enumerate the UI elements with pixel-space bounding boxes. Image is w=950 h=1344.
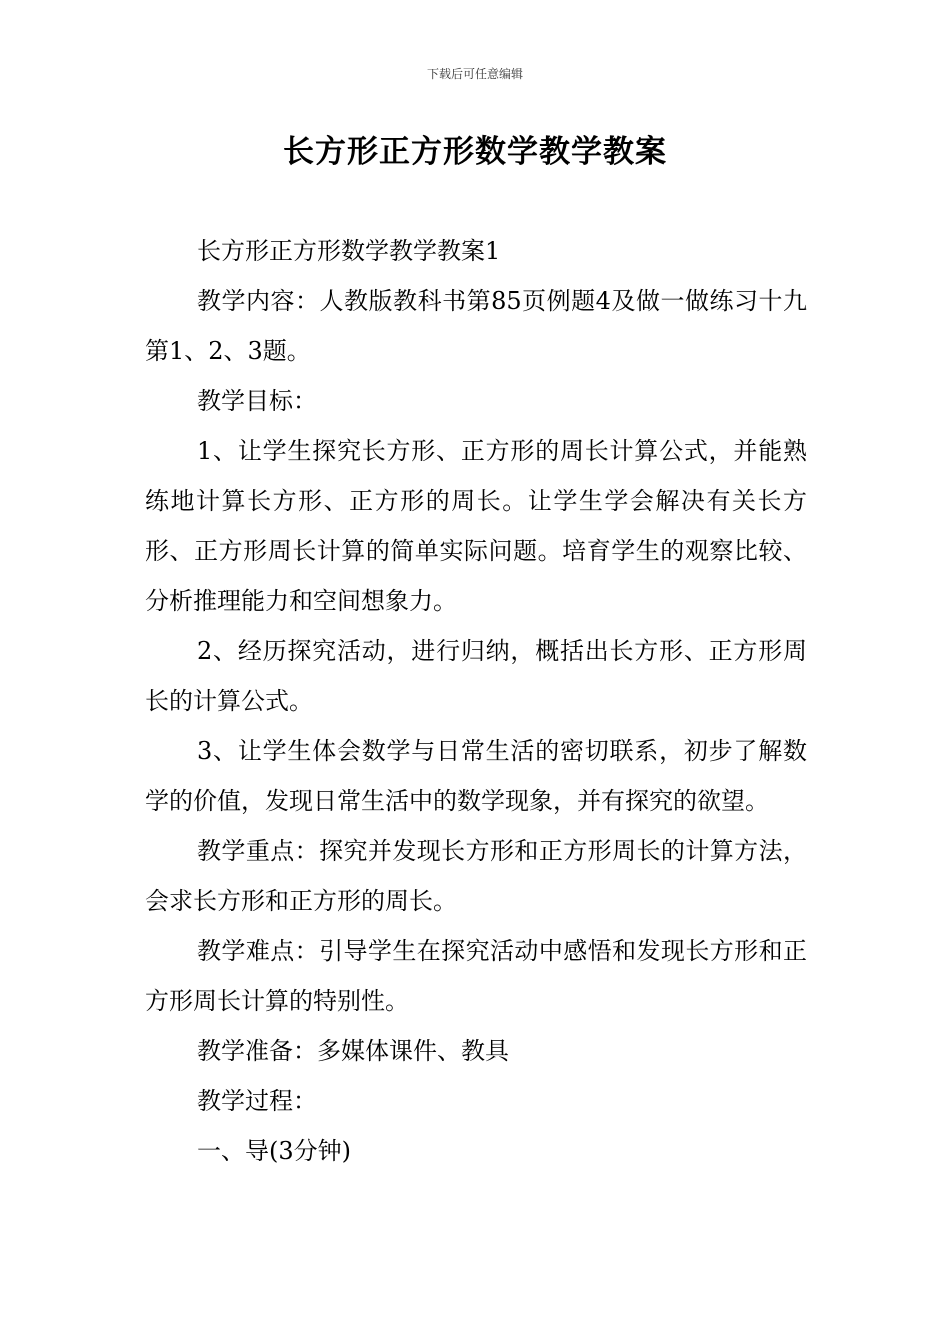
- paragraph-lesson-heading: 长方形正方形数学教学教案1: [197, 237, 501, 265]
- paragraph-teaching-content: 教学内容：人教版教科书第85页例题4及做一做练习十九第1、2、3题。: [145, 287, 807, 365]
- document-body: [145, 226, 807, 1176]
- paragraph-goal-3: 3、让学生体会数学与日常生活的密切联系，初步了解数学的价值，发现日常生活中的数学现象，并有探究的欲望。: [145, 737, 807, 815]
- paragraph-difficulties: 教学难点：引导学生在探究活动中感悟和发现长方形和正方形周长计算的特别性。: [145, 937, 807, 1015]
- paragraph-preparation: 教学准备：多媒体课件、教具: [197, 1037, 509, 1065]
- paragraph-process-label: 教学过程：: [197, 1087, 317, 1115]
- paragraph-teaching-goals-label: 教学目标：: [197, 387, 317, 415]
- document-title: 长方形正方形数学教学教案: [283, 134, 667, 170]
- paragraph-goal-1: 1、让学生探究长方形、正方形的周长计算公式，并能熟练地计算长方形、正方形的周长。让学生学会解决有关长方形、正方形周长计算的简单实际问题。培育学生的观察比较、分析推理能力和空间想象力。: [145, 437, 807, 615]
- header-note: 下载后可任意编辑: [426, 67, 523, 81]
- paragraph-key-points: 教学重点：探究并发现长方形和正方形周长的计算方法，会求长方形和正方形的周长。: [145, 837, 807, 915]
- paragraph-goal-2: 2、经历探究活动，进行归纳，概括出长方形、正方形周长的计算公式。: [145, 637, 807, 715]
- paragraph-step-1: 一、导(3分钟): [197, 1137, 351, 1165]
